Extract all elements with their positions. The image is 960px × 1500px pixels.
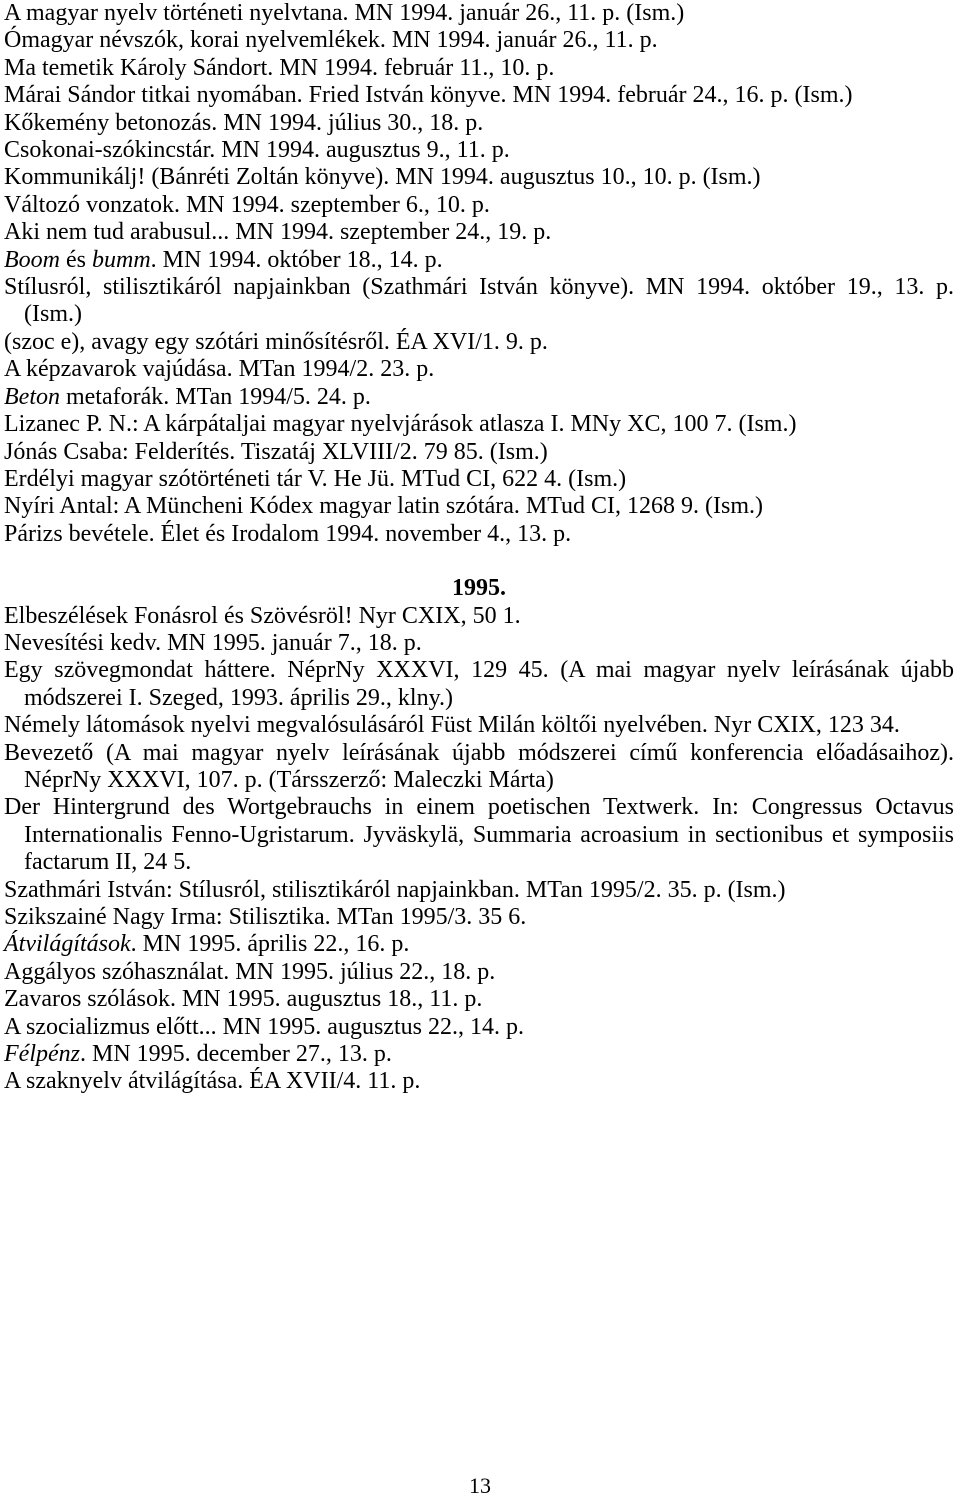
- bibliography-entry: [4, 137, 954, 164]
- entry-text: Kőkemény betonozás. MN 1994. július 30., 18. p.: [4, 109, 484, 136]
- bibliography-entry: [4, 192, 954, 219]
- bibliography-entry: [4, 630, 954, 657]
- entry-italic-text: Boom: [4, 246, 60, 273]
- entry-text: Némely látomások nyelvi megvalósulásáról Füst Milán költői nyelvében. Nyr CXIX, 123 34.: [4, 712, 900, 739]
- bibliography-entry: [4, 110, 954, 137]
- bibliography-entry: [4, 959, 954, 986]
- bibliography-entry: [4, 712, 954, 739]
- entry-italic-text: Átvilágítások: [4, 931, 131, 958]
- bibliography-entry: [4, 164, 954, 191]
- entry-text: Párizs bevétele. Élet és Irodalom 1994. november 4., 13. p.: [4, 520, 572, 547]
- entry-text: A szaknyelv átvilágítása. ÉA XVII/4. 11. p.: [4, 1068, 421, 1095]
- entry-text: A szocializmus előtt... MN 1995. augusztus 22., 14. p.: [4, 1013, 524, 1040]
- entry-text: Kommunikálj! (Bánréti Zoltán könyve). MN 1994. augusztus 10., 10. p. (Ism.): [4, 164, 761, 191]
- entry-text: Márai Sándor titkai nyomában. Fried István könyve. MN 1994. február 24., 16. p. (Ism.): [4, 82, 853, 109]
- entry-text: Szikszainé Nagy Irma: Stilisztika. MTan 1995/3. 35 6.: [4, 904, 527, 930]
- bibliography-entry: [4, 657, 954, 712]
- entry-text: Ómagyar névszók, korai nyelvemlékek. MN 1994. január 26., 11. p.: [4, 27, 658, 54]
- bibliography-entry: [4, 521, 954, 548]
- year-heading: 1995.: [452, 575, 506, 602]
- entry-text: Stílusról, stilisztikáról napjainkban (Szathmári István könyve). MN 1994. október 19., 13. p. (Ism.): [4, 274, 954, 328]
- bibliography-entry: [4, 384, 954, 411]
- entry-text: A magyar nyelv történeti nyelvtana. MN 1994. január 26., 11. p. (Ism.): [4, 0, 685, 26]
- entry-text: Szathmári István: Stílusról, stilisztikáról napjainkban. MTan 1995/2. 35. p. (Ism.): [4, 876, 786, 903]
- bibliography-entry: [4, 931, 954, 958]
- entry-text: Ma temetik Károly Sándort. MN 1994. február 11., 10. p.: [4, 54, 555, 81]
- bibliography-entry: [4, 0, 954, 27]
- entry-italic-text: Félpénz: [4, 1041, 80, 1068]
- entry-text: Bevezető (A mai magyar nyelv leírásának újabb módszerei című konferencia előadásaihoz). NéprNy XXXVI, 107. p. (Társszerző: Maleczki Márta): [4, 739, 954, 793]
- entry-text: Der Hintergrund des Wortgebrauchs in einem poetischen Textwerk. In: Congressus Octavus Internationalis Fenno-Ugristarum. Jyväskylä, Summaria acroasium in sectionibus et symposiis factarum II, 24 5.: [4, 794, 954, 876]
- bibliography-entry: [4, 329, 954, 356]
- bibliography-entry: [4, 904, 954, 931]
- entry-text: Zavaros szólások. MN 1995. augusztus 18., 11. p.: [4, 986, 483, 1013]
- entry-text: Elbeszélések Fonásrol és Szövésröl! Nyr CXIX, 50 1.: [4, 602, 521, 629]
- entry-text: Nevesítési kedv. MN 1995. január 7., 18. p.: [4, 629, 422, 656]
- entry-text: Lizanec P. N.: A kárpátaljai magyar nyelvjárások atlasza I. MNy XC, 100 7. (Ism.): [4, 411, 797, 438]
- section-gap: [4, 548, 954, 575]
- bibliography-entry: [4, 247, 954, 274]
- entry-text: Jónás Csaba: Felderítés. Tiszatáj XLVIII/2. 79 85. (Ism.): [4, 438, 548, 465]
- entry-italic-text: Beton: [4, 383, 60, 410]
- entry-text: Egy szövegmondat háttere. NéprNy XXXVI, 129 45. (A mai magyar nyelv leírásának újabb módszerei I. Szeged, 1993. április 29., klny.): [4, 657, 954, 711]
- bibliography-entry: [4, 740, 954, 795]
- bibliography-entry: [4, 27, 954, 54]
- entry-text: Aki nem tud arabusul... MN 1994. szeptember 24., 19. p.: [4, 219, 552, 246]
- bibliography-entry: [4, 603, 954, 630]
- bibliography-list-1994: [4, 0, 954, 548]
- entry-text: Csokonai-szókincstár. MN 1994. augusztus 9., 11. p.: [4, 137, 510, 164]
- entry-text: A képzavarok vajúdása. MTan 1994/2. 23. p.: [4, 356, 435, 383]
- bibliography-entry: [4, 466, 954, 493]
- bibliography-entry: [4, 411, 954, 438]
- entry-text: . MN 1995. december 27., 13. p.: [79, 1041, 392, 1068]
- entry-text: Aggályos szóhasználat. MN 1995. július 22., 18. p.: [4, 958, 496, 985]
- bibliography-entry: [4, 1014, 954, 1041]
- entry-text: Változó vonzatok. MN 1994. szeptember 6., 10. p.: [4, 191, 490, 218]
- entry-text: Erdélyi magyar szótörténeti tár V. He Jü. MTud CI, 622 4. (Ism.): [4, 465, 627, 492]
- bibliography-entry: [4, 82, 954, 109]
- bibliography-entry: [4, 877, 954, 904]
- entry-text: Nyíri Antal: A Müncheni Kódex magyar latin szótára. MTud CI, 1268 9. (Ism.): [4, 493, 764, 520]
- bibliography-entry: [4, 986, 954, 1013]
- entry-text: és: [60, 246, 92, 273]
- bibliography-entry: [4, 794, 954, 876]
- bibliography-entry: [4, 274, 954, 329]
- bibliography-entry: [4, 493, 954, 520]
- bibliography-entry: [4, 219, 954, 246]
- bibliography-content: [4, 0, 954, 1096]
- page-number: 13: [469, 1473, 491, 1498]
- bibliography-entry: [4, 55, 954, 82]
- entry-italic-text: bumm: [92, 246, 151, 273]
- entry-text: . MN 1994. október 18., 14. p.: [150, 246, 443, 273]
- entry-text: (szoc e), avagy egy szótári minősítésről. ÉA XVI/1. 9. p.: [4, 328, 548, 355]
- bibliography-entry: [4, 356, 954, 383]
- entry-text: metaforák. MTan 1994/5. 24. p.: [59, 383, 371, 410]
- bibliography-entry: [4, 1068, 954, 1095]
- bibliography-entry: [4, 1041, 954, 1068]
- bibliography-list-1995: [4, 603, 954, 1096]
- bibliography-entry: [4, 439, 954, 466]
- entry-text: . MN 1995. április 22., 16. p.: [130, 931, 410, 958]
